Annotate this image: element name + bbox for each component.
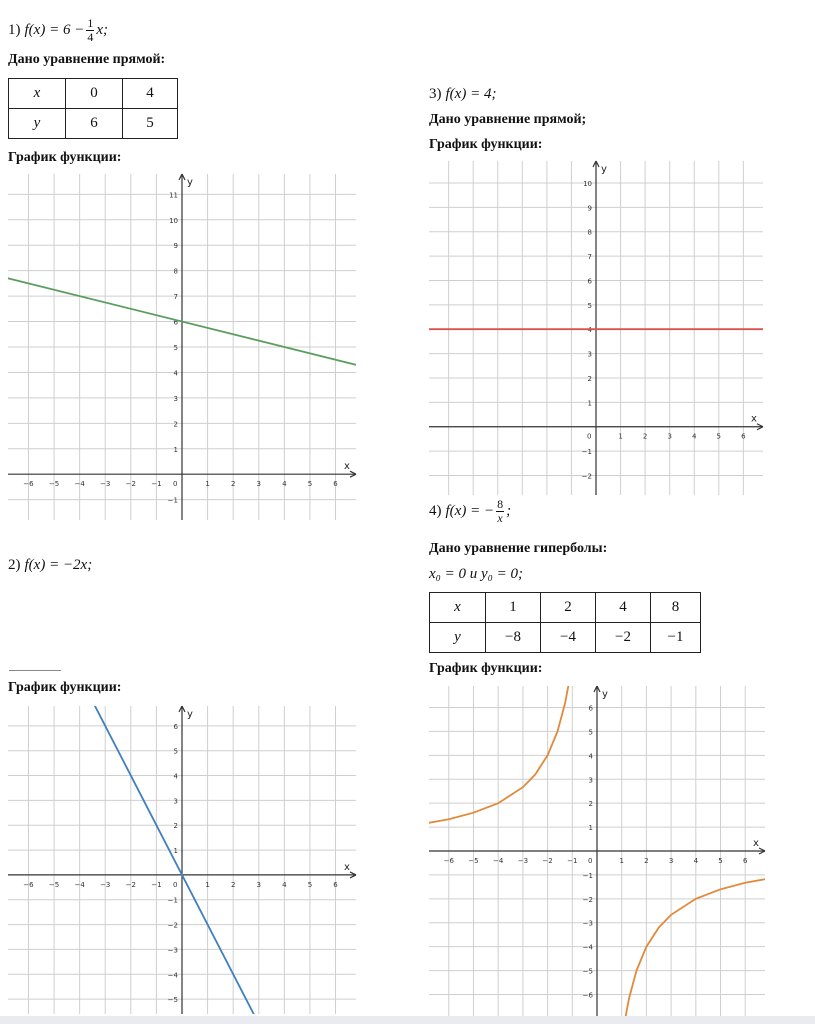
y-tick-label: 9 bbox=[173, 242, 178, 251]
y-tick-label: 2 bbox=[587, 374, 592, 383]
x-tick-label: 5 bbox=[307, 480, 313, 489]
function-1-description: Дано уравнение прямой: bbox=[8, 52, 166, 67]
function-1-heading bbox=[8, 17, 108, 44]
function-1-number: 1) bbox=[8, 21, 21, 38]
y-tick-label: 6 bbox=[173, 722, 178, 731]
y-tick-label: 2 bbox=[588, 800, 593, 809]
y-tick-label: −2 bbox=[167, 921, 178, 930]
function-4-fraction-denominator-var: x bbox=[497, 511, 503, 525]
x-tick-label: −3 bbox=[517, 857, 529, 865]
function-4-description: Дано уравнение гиперболы: bbox=[429, 541, 608, 556]
y-tick-label: 11 bbox=[169, 191, 178, 200]
x-tick-label: −5 bbox=[468, 857, 479, 865]
table-cell: y bbox=[430, 623, 486, 653]
y-tick-label: 6 bbox=[587, 277, 592, 286]
y-tick-label: 9 bbox=[587, 204, 592, 213]
y-tick-label: −2 bbox=[582, 895, 593, 904]
x-tick-label: 1 bbox=[619, 857, 624, 865]
function-3-formula: f(x) = 4; bbox=[445, 86, 497, 102]
y-tick-label: 2 bbox=[173, 822, 178, 831]
x-tick-label: −5 bbox=[48, 480, 60, 489]
y-tick-label: 5 bbox=[173, 344, 178, 352]
x-tick-label: −1 bbox=[151, 480, 162, 489]
function-3-heading bbox=[429, 86, 496, 103]
table-cell: −2 bbox=[596, 623, 651, 653]
y-tick-label: 7 bbox=[173, 293, 178, 302]
function-2-heading bbox=[8, 557, 92, 574]
y-axis-label: y bbox=[187, 177, 193, 188]
y-tick-label: −5 bbox=[167, 996, 178, 1005]
x-tick-label: −4 bbox=[493, 857, 504, 865]
x-tick-label: 1 bbox=[618, 432, 623, 441]
function-4-condition-text: x₀ = 0 и y₀ = 0; bbox=[429, 566, 523, 582]
y-tick-label: 10 bbox=[583, 179, 592, 188]
y-tick-label: −2 bbox=[581, 472, 592, 481]
x-tick-label: −2 bbox=[542, 857, 553, 865]
y-tick-label: 5 bbox=[173, 747, 178, 756]
origin-label: 0 bbox=[173, 480, 178, 489]
x-tick-label: −4 bbox=[74, 880, 85, 889]
x-tick-label: 5 bbox=[718, 857, 723, 865]
y-axis-label: y bbox=[187, 709, 193, 720]
x-tick-label: −2 bbox=[125, 480, 136, 489]
origin-label: 0 bbox=[588, 857, 593, 865]
x-tick-label: 6 bbox=[333, 880, 338, 889]
x-axis-label: x bbox=[344, 461, 350, 473]
table-cell: 4 bbox=[596, 593, 651, 623]
x-tick-label: 4 bbox=[692, 432, 697, 441]
y-tick-label: −4 bbox=[582, 943, 593, 952]
x-tick-label: 6 bbox=[333, 480, 338, 489]
table-cell: y bbox=[9, 109, 66, 139]
function-4-number: 4) bbox=[429, 502, 442, 519]
y-tick-label: −3 bbox=[167, 946, 178, 955]
x-tick-label: −5 bbox=[48, 880, 60, 889]
y-tick-label: 1 bbox=[173, 847, 178, 856]
y-tick-label: 4 bbox=[588, 752, 593, 761]
y-tick-label: 1 bbox=[173, 445, 178, 454]
table-cell: 0 bbox=[66, 79, 123, 109]
x-tick-label: −6 bbox=[23, 480, 34, 489]
y-tick-label: 8 bbox=[587, 228, 592, 237]
x-tick-label: −6 bbox=[23, 880, 34, 889]
table-cell: 6 bbox=[66, 109, 123, 139]
y-tick-label: −4 bbox=[167, 971, 178, 980]
y-tick-label: 4 bbox=[587, 326, 592, 335]
function-4-heading bbox=[429, 498, 511, 525]
x-tick-label: 5 bbox=[307, 880, 313, 889]
function-3-graph-caption: График функции: bbox=[429, 137, 543, 152]
x-tick-label: −6 bbox=[443, 857, 454, 865]
origin-label: 0 bbox=[587, 432, 592, 441]
y-axis-label: y bbox=[602, 689, 608, 700]
y-tick-label: −3 bbox=[582, 919, 593, 928]
x-tick-label: 2 bbox=[230, 880, 236, 889]
function-3-graph bbox=[429, 161, 763, 495]
function-4-formula-lhs: f(x) = − bbox=[445, 502, 495, 519]
table-cell: 1 bbox=[486, 593, 541, 623]
x-tick-label: 4 bbox=[282, 480, 287, 489]
x-tick-label: 2 bbox=[230, 480, 236, 489]
x-tick-label: 5 bbox=[716, 432, 722, 441]
y-tick-label: −1 bbox=[167, 496, 178, 505]
function-2-number: 2) bbox=[8, 557, 21, 573]
y-tick-label: 2 bbox=[173, 420, 178, 429]
x-tick-label: 6 bbox=[743, 857, 748, 865]
x-tick-label: 2 bbox=[642, 432, 648, 441]
y-axis-label: y bbox=[601, 164, 607, 175]
y-tick-label: 1 bbox=[588, 824, 593, 833]
function-1-fraction-denominator: 4 bbox=[87, 30, 94, 44]
function-4-graph bbox=[429, 686, 765, 1016]
x-tick-label: −1 bbox=[151, 880, 162, 889]
y-tick-label: 3 bbox=[587, 350, 592, 359]
y-tick-label: 3 bbox=[173, 394, 178, 403]
table-cell: 2 bbox=[541, 593, 596, 623]
x-tick-label: 6 bbox=[741, 432, 746, 441]
y-tick-label: −6 bbox=[582, 991, 593, 1000]
x-tick-label: −1 bbox=[567, 857, 578, 865]
function-3-description: Дано уравнение прямой; bbox=[429, 112, 587, 127]
table-cell: −8 bbox=[486, 623, 541, 653]
function-3-number: 3) bbox=[429, 86, 442, 102]
y-tick-label: 4 bbox=[173, 369, 178, 378]
x-tick-label: −2 bbox=[125, 880, 136, 889]
x-tick-label: 1 bbox=[205, 880, 210, 889]
function-1-graph bbox=[8, 174, 356, 520]
y-tick-label: 1 bbox=[587, 399, 592, 408]
function-1-graph-caption: График функции: bbox=[8, 150, 122, 165]
x-tick-label: −3 bbox=[100, 880, 111, 889]
y-tick-label: −5 bbox=[582, 967, 593, 976]
table-cell: −4 bbox=[541, 623, 596, 653]
origin-label: 0 bbox=[173, 880, 178, 889]
table-row bbox=[9, 79, 178, 109]
y-tick-label: −1 bbox=[582, 871, 593, 880]
x-tick-label: 1 bbox=[205, 480, 210, 489]
y-tick-label: 6 bbox=[173, 318, 178, 327]
table-row bbox=[430, 593, 701, 623]
scan-artifact bbox=[9, 664, 61, 671]
function-4-fraction-denominator bbox=[496, 512, 504, 525]
y-tick-label: 7 bbox=[587, 253, 592, 262]
x-axis-label: x bbox=[344, 861, 350, 873]
table-cell: 8 bbox=[651, 593, 701, 623]
footer-bar bbox=[0, 1016, 815, 1024]
table-cell: x bbox=[9, 79, 66, 109]
y-tick-label: 5 bbox=[587, 301, 592, 310]
function-4-fraction-numerator: 8 bbox=[497, 497, 504, 511]
function-1-values-table bbox=[8, 78, 178, 139]
function-4-graph-caption: График функции: bbox=[429, 661, 543, 676]
function-4-condition bbox=[429, 566, 523, 583]
function-2-graph-caption: График функции: bbox=[8, 680, 122, 695]
x-tick-label: −4 bbox=[74, 480, 85, 489]
function-1-fraction bbox=[86, 17, 94, 44]
y-tick-label: −1 bbox=[167, 896, 178, 905]
function-2-graph bbox=[8, 706, 356, 1014]
y-tick-label: 8 bbox=[173, 267, 178, 276]
function-1-formula-rhs: x; bbox=[96, 21, 108, 38]
function-1-formula-lhs: f(x) = 6 − bbox=[24, 21, 85, 38]
table-cell: −1 bbox=[651, 623, 701, 653]
x-tick-label: 4 bbox=[693, 857, 699, 865]
x-tick-label: 3 bbox=[256, 480, 261, 489]
x-tick-label: 3 bbox=[667, 432, 672, 441]
x-tick-label: 3 bbox=[256, 880, 261, 889]
x-tick-label: −3 bbox=[100, 480, 111, 489]
table-cell: 4 bbox=[123, 79, 178, 109]
function-2-formula: f(x) = −2x; bbox=[24, 557, 93, 573]
function-1-fraction-numerator: 1 bbox=[87, 16, 94, 30]
function-4-formula-rhs: ; bbox=[506, 502, 512, 519]
table-row bbox=[9, 109, 178, 139]
y-tick-label: 6 bbox=[588, 704, 593, 713]
y-tick-label: −1 bbox=[581, 448, 592, 457]
y-tick-label: 3 bbox=[588, 776, 593, 785]
function-4-values-table bbox=[429, 592, 701, 653]
table-row bbox=[430, 623, 701, 653]
function-4-fraction bbox=[496, 498, 504, 525]
x-tick-label: 4 bbox=[282, 880, 287, 889]
x-axis-label: x bbox=[753, 838, 759, 849]
y-tick-label: 5 bbox=[588, 728, 593, 737]
y-tick-label: 4 bbox=[173, 772, 178, 781]
x-tick-label: 3 bbox=[668, 857, 674, 865]
table-cell: 5 bbox=[123, 109, 178, 139]
y-tick-label: 10 bbox=[169, 216, 178, 225]
x-tick-label: 2 bbox=[644, 857, 649, 865]
table-cell: x bbox=[430, 593, 486, 623]
x-axis-label: x bbox=[751, 413, 757, 425]
y-tick-label: 3 bbox=[173, 797, 178, 806]
